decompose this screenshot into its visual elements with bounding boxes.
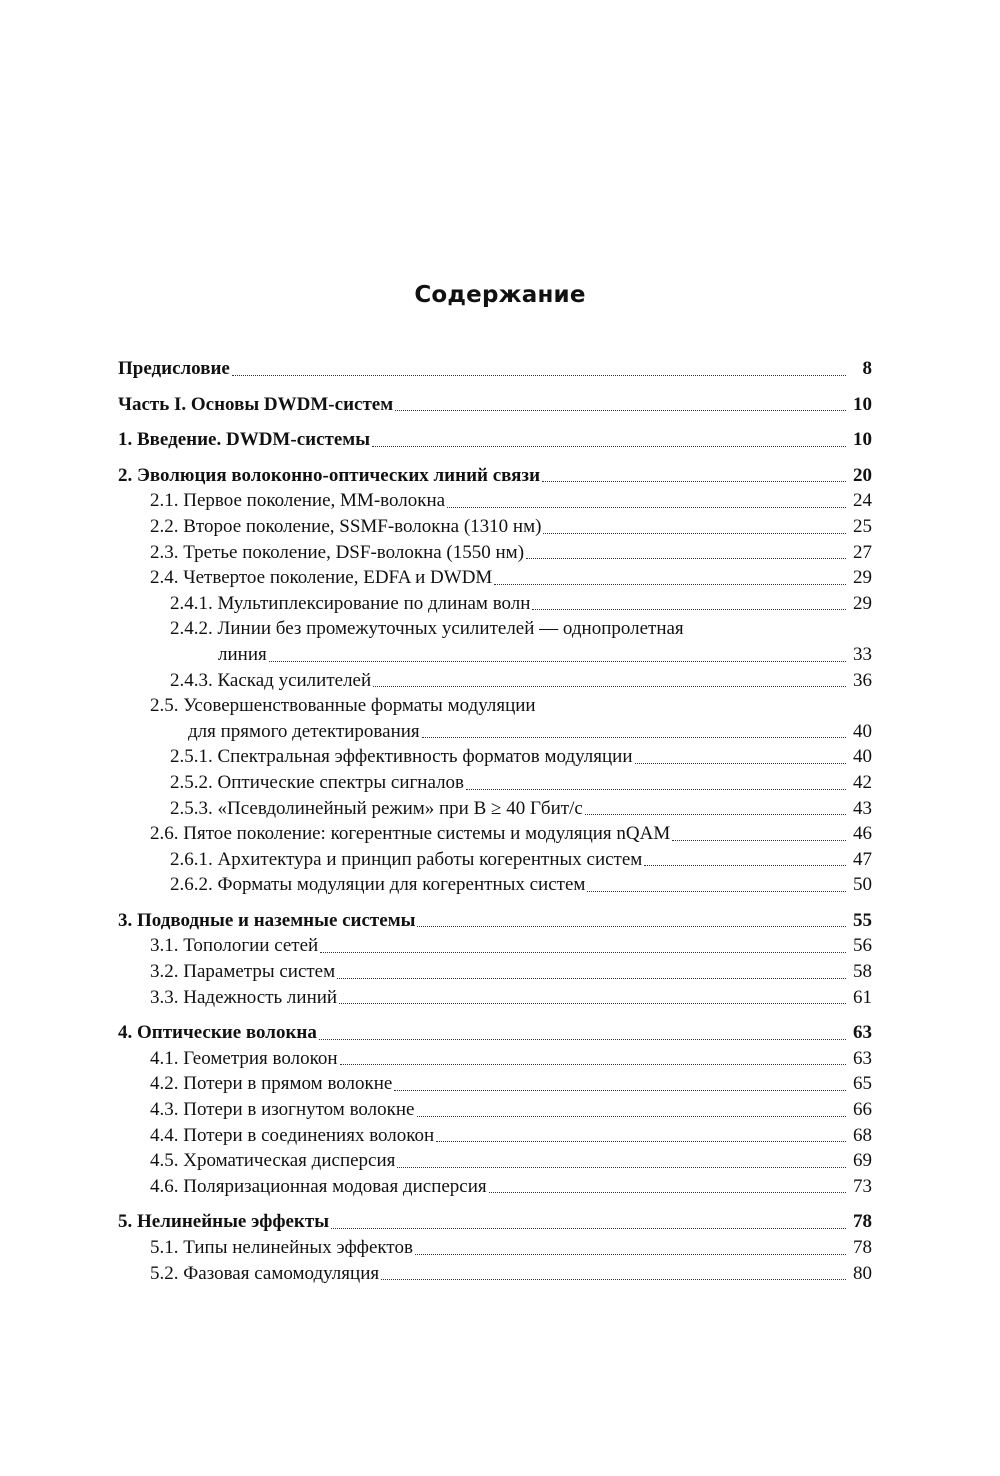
toc-entry[interactable] xyxy=(118,796,872,822)
toc-page-number: 80 xyxy=(853,1262,872,1284)
dot-leader xyxy=(331,1228,846,1229)
toc-entry-title: 3. Подводные и наземные системы xyxy=(118,909,416,931)
dot-leader xyxy=(340,1064,846,1065)
toc-entry[interactable] xyxy=(118,1148,872,1174)
toc-entry-title: 2.6.1. Архитектура и принцип работы когерентных систем xyxy=(170,848,643,870)
toc-entry-title: 1. Введение. DWDM-системы xyxy=(118,429,371,451)
dot-leader xyxy=(320,952,846,953)
toc-entry[interactable] xyxy=(118,985,872,1011)
toc-entry-title: 4. Оптические волокна xyxy=(118,1022,317,1044)
toc-page-number: 50 xyxy=(853,874,872,896)
toc-section-entry[interactable] xyxy=(118,392,872,418)
toc-page-number: 8 xyxy=(862,358,872,379)
toc-entry[interactable] xyxy=(118,642,872,668)
dot-leader xyxy=(415,1254,846,1255)
dot-leader xyxy=(543,533,846,534)
toc-entry-title: 2.6. Пятое поколение: когерентные системы и модуляция nQAM xyxy=(150,823,671,845)
dot-leader xyxy=(635,763,847,764)
toc-page-number: 20 xyxy=(853,464,872,486)
dot-leader xyxy=(417,926,846,927)
dot-leader xyxy=(447,507,846,508)
toc-section-entry[interactable] xyxy=(118,427,872,453)
toc-entry[interactable] xyxy=(118,847,872,873)
toc-page-number: 36 xyxy=(853,669,872,691)
toc-section-entry[interactable] xyxy=(118,908,872,934)
toc-page-number: 43 xyxy=(853,797,872,819)
toc-page-number: 25 xyxy=(853,515,872,537)
toc-entry[interactable] xyxy=(118,514,872,540)
toc-page-number: 78 xyxy=(853,1237,872,1258)
dot-leader xyxy=(532,609,846,610)
toc-page-number: 33 xyxy=(853,643,872,665)
dot-leader xyxy=(587,891,846,892)
toc-entry-title: 3.3. Надежность линий xyxy=(150,986,338,1008)
dot-leader xyxy=(232,375,846,376)
toc-entry-title: 4.5. Хроматическая дисперсия xyxy=(150,1150,396,1172)
toc-page-number: 69 xyxy=(853,1150,872,1172)
toc-entry-title: 3.2. Параметры систем xyxy=(150,961,336,983)
toc-page-number: 10 xyxy=(853,429,872,451)
toc-entry-title: 2.5.2. Оптические спектры сигналов xyxy=(170,771,465,793)
toc-page-number: 40 xyxy=(853,720,872,742)
toc-entry[interactable] xyxy=(118,591,872,617)
dot-leader xyxy=(436,1141,846,1142)
dot-leader xyxy=(526,558,846,559)
toc-entry[interactable] xyxy=(118,565,872,591)
toc-entry-title: 2.4.2. Линии без промежуточных усилителей — однопролетная xyxy=(170,618,684,640)
toc-entry-title: 4.1. Геометрия волокон xyxy=(150,1047,338,1069)
toc-entry-title: 5. Нелинейные эффекты xyxy=(118,1211,330,1233)
dot-leader xyxy=(373,686,846,687)
toc-entry[interactable] xyxy=(118,1174,872,1200)
toc-page-number: 46 xyxy=(853,823,872,845)
toc-entry[interactable] xyxy=(118,933,872,959)
toc-page-number: 66 xyxy=(853,1099,872,1121)
toc-page-number: 65 xyxy=(853,1073,872,1095)
dot-leader xyxy=(672,840,846,841)
toc-entry[interactable] xyxy=(118,744,872,770)
toc-page-number: 29 xyxy=(853,567,872,589)
toc-entry-title: 2.5.1. Спектральная эффективность форматов модуляции xyxy=(170,746,633,768)
toc-entry-title: 2.6.2. Форматы модуляции для когерентных систем xyxy=(170,874,586,896)
toc-entry[interactable] xyxy=(118,872,872,898)
toc-entry-title: 4.3. Потери в изогнутом волокне xyxy=(150,1099,415,1121)
toc-entry-title: 2. Эволюция волоконно-оптических линий связи xyxy=(118,464,541,486)
toc-entry[interactable] xyxy=(118,668,872,694)
toc-entry[interactable] xyxy=(118,488,872,514)
page-title: Содержание xyxy=(414,282,586,308)
toc-entry[interactable] xyxy=(118,1261,872,1287)
toc-page-number: 63 xyxy=(853,1022,872,1044)
toc-entry-title: 2.4.3. Каскад усилителей xyxy=(170,669,372,691)
dot-leader xyxy=(542,481,846,482)
toc-page-number: 78 xyxy=(853,1211,872,1233)
toc-entry[interactable] xyxy=(118,1123,872,1149)
toc-page-number: 56 xyxy=(853,935,872,957)
toc-entry[interactable] xyxy=(118,770,872,796)
toc-entry-title: 2.4. Четвертое поколение, EDFA и DWDM xyxy=(150,567,493,589)
dot-leader xyxy=(381,1279,846,1280)
toc-page-number: 29 xyxy=(853,592,872,614)
toc-entry[interactable] xyxy=(118,959,872,985)
toc-entry-title: 2.2. Второе поколение, SSMF-волокна (1310 нм) xyxy=(150,515,542,537)
dot-leader xyxy=(422,737,846,738)
toc-page-number: 58 xyxy=(853,961,872,983)
toc-section-entry[interactable] xyxy=(118,356,872,382)
toc-section-entry[interactable] xyxy=(118,463,872,489)
toc-entry-title: Часть I. Основы DWDM-систем xyxy=(118,393,394,415)
dot-leader xyxy=(319,1039,846,1040)
dot-leader xyxy=(269,661,846,662)
toc-entry-title: линия xyxy=(218,643,267,665)
toc-entry-title: 4.2. Потери в прямом волокне xyxy=(150,1073,393,1095)
toc-page-number: 27 xyxy=(853,541,872,563)
dot-leader xyxy=(372,446,846,447)
toc-entry[interactable] xyxy=(118,1235,872,1261)
toc-page-number: 24 xyxy=(853,490,872,512)
dot-leader xyxy=(644,865,846,866)
toc-entry[interactable] xyxy=(118,540,872,566)
toc-entry-title: 2.3. Третье поколение, DSF-волокна (1550 нм) xyxy=(150,541,525,563)
table-of-contents xyxy=(118,356,872,1286)
dot-leader xyxy=(397,1167,846,1168)
toc-page-number: 40 xyxy=(853,746,872,768)
toc-entry-title: 2.4.1. Мультиплексирование по длинам волн xyxy=(170,592,531,614)
toc-page-number: 55 xyxy=(853,909,872,931)
toc-entry-title: 5.2. Фазовая самомодуляция xyxy=(150,1262,380,1284)
dot-leader xyxy=(585,814,846,815)
toc-entry-title: 4.6. Поляризационная модовая дисперсия xyxy=(150,1175,487,1197)
dot-leader xyxy=(394,1090,846,1091)
toc-entry-title: 2.1. Первое поколение, MM-волокна xyxy=(150,490,446,512)
toc-entry[interactable] xyxy=(118,719,872,745)
toc-entry-title: 2.5. Усовершенствованные форматы модуляции xyxy=(150,695,536,717)
dot-leader xyxy=(489,1192,846,1193)
toc-page-number: 73 xyxy=(853,1175,872,1197)
toc-page-number: 10 xyxy=(853,393,872,415)
toc-entry-title: 2.5.3. «Псевдолинейный режим» при B ≥ 40 Гбит/с xyxy=(170,797,583,819)
toc-page-number: 61 xyxy=(853,986,872,1008)
dot-leader xyxy=(339,1003,846,1004)
toc-section-entry[interactable] xyxy=(118,1020,872,1046)
toc-entry-title: 5.1. Типы нелинейных эффектов xyxy=(150,1237,413,1258)
toc-entry-title: Предисловие xyxy=(118,358,230,379)
toc-page-number: 42 xyxy=(853,771,872,793)
toc-entry[interactable] xyxy=(118,1046,872,1072)
toc-entry[interactable] xyxy=(118,821,872,847)
dot-leader xyxy=(466,789,846,790)
toc-entry[interactable] xyxy=(118,1097,872,1123)
toc-entry[interactable] xyxy=(118,693,872,719)
dot-leader xyxy=(417,1116,847,1117)
toc-entry-title: 3.1. Топологии сетей xyxy=(150,935,319,957)
toc-page-number: 63 xyxy=(853,1047,872,1069)
toc-entry-title: 4.4. Потери в соединениях волокон xyxy=(150,1124,435,1146)
toc-entry-title: для прямого детектирования xyxy=(188,720,420,742)
toc-page-number: 47 xyxy=(853,848,872,870)
dot-leader xyxy=(337,978,846,979)
toc-section-entry[interactable] xyxy=(118,1209,872,1235)
dot-leader xyxy=(494,584,846,585)
toc-entry[interactable] xyxy=(118,616,872,642)
toc-page-number: 68 xyxy=(853,1124,872,1146)
dot-leader xyxy=(395,410,846,411)
toc-entry[interactable] xyxy=(118,1071,872,1097)
